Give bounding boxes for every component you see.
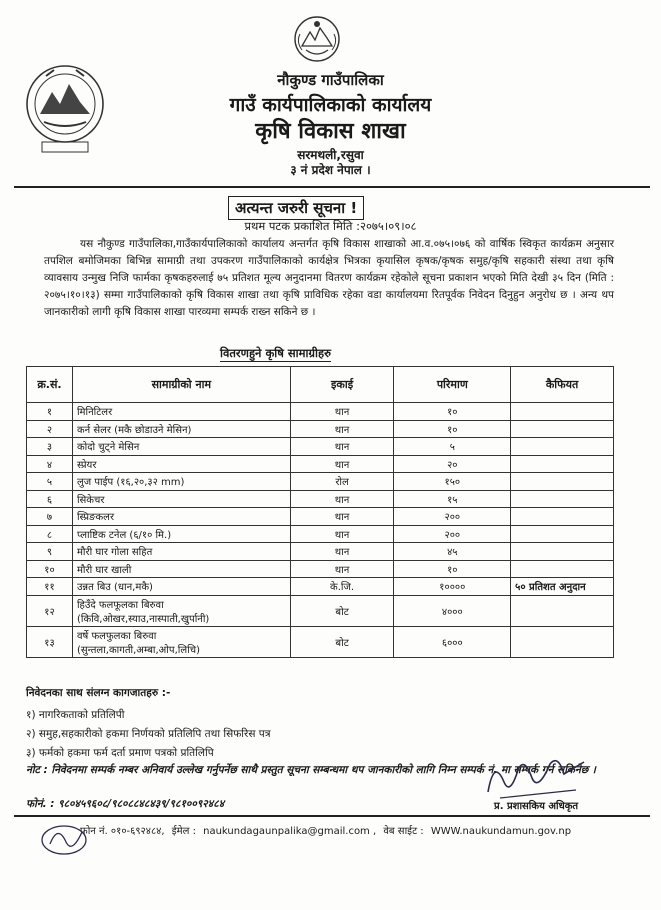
branch-name: कृषि विकास शाखा	[255, 119, 406, 144]
footer	[80, 823, 575, 837]
footer-phone: फोन नं. ०१०-६९२४८४,	[80, 826, 165, 837]
cell-serial: ५	[27, 473, 73, 491]
cell-remarks	[511, 508, 614, 526]
cell-serial: ४	[27, 455, 73, 473]
cell-remarks	[511, 438, 614, 456]
province-line: ३ नं प्रदेश नेपाल ।	[290, 163, 371, 177]
nepal-emblem-icon	[292, 14, 342, 64]
cell-unit: रोल	[290, 473, 394, 491]
cell-remarks	[511, 626, 614, 657]
cell-item-name: कोदो चुट्ने मेसिन	[72, 438, 290, 456]
attachment-item: ३) फर्मको हकमा फर्म दर्ता प्रमाण पत्रको प्रतिलिपि	[26, 747, 214, 759]
cell-remarks	[511, 543, 614, 561]
cell-quantity: १५०	[394, 473, 511, 491]
office-name: गाउँ कार्यपालिकाको कार्यालय	[229, 94, 432, 116]
notice-body: यस नौकुण्ड गाउँपालिका,गाउँकार्यपालिकाको कार्यालय अन्तर्गत कृषि विकास शाखाको आ.व.०७५।०७६ को वार्षिक स्विकृत कार्यक्रम अनुसार तपशिल बमोजिमका बिभिन्न सामाग्री तथा उपकरण गाउँपालिकाको कार्यक्षेत्र भित्रका कृयासिल कृषक/कृषक समुह/कृषि सहकारी संस्था तथा कृषि व्यावसाय उन्मुख निजि फार्मका कृषकहरुलाई ७५ प्रतिशत मूल्य अनुदानमा वितरण कार्यक्रम रहेकोले सूचना प्रकाशन भएको मिति देखी ३५ दिन (मिति : २०७५।१०।१३) सम्मा गाउँपालिकाको कृषि विकास शाखा तथा कृषि प्राविधिक रहेका वडा कार्यालयमा रितपूर्वक निवेदन दिनुहुन अनुरोध छ । अन्य थप जानकारीको लागी कृषि विकास शाखा पारव्यमा सम्पर्क राख्न सकिने छ ।	[44, 238, 614, 318]
cell-quantity: २००	[394, 508, 511, 526]
cell-item-name: प्लाष्टिक टनेल (६/१० मि.)	[72, 525, 290, 543]
cell-item-name: मिनिटिलर	[72, 403, 290, 421]
cell-quantity: १००००	[394, 578, 511, 596]
cell-remarks	[511, 420, 614, 438]
table-row	[27, 420, 614, 438]
cell-quantity: २००	[394, 525, 511, 543]
cell-unit: थान	[290, 525, 394, 543]
cell-remarks	[511, 490, 614, 508]
table-row	[27, 403, 614, 421]
table-row	[27, 578, 614, 596]
table-row	[27, 508, 614, 526]
cell-remarks	[511, 525, 614, 543]
attachments-heading: निवेदनका साथ संलग्न कागजातहरु :-	[26, 687, 171, 699]
cell-serial: ३	[27, 438, 73, 456]
cell-serial: १३	[27, 626, 73, 657]
cell-serial: २	[27, 420, 73, 438]
table-row	[27, 525, 614, 543]
cell-serial: ६	[27, 490, 73, 508]
cell-unit: थान	[290, 508, 394, 526]
cell-remarks	[511, 473, 614, 491]
cell-quantity: १०	[394, 403, 511, 421]
footer-email: naukundagaunpalika@gmail.com ,	[203, 826, 377, 837]
cell-unit: थान	[290, 420, 394, 438]
cell-item-name: सिकेचर	[72, 490, 290, 508]
cell-quantity: २०	[394, 455, 511, 473]
cell-item-name: उन्नत बिउ (धान,मकै)	[72, 578, 290, 596]
cell-unit: थान	[290, 560, 394, 578]
cell-quantity: १०	[394, 420, 511, 438]
item-name-detail: (किवि,ओखर,स्याउ,नास्पाती,खुर्पानी)	[76, 613, 210, 625]
col-unit: इकाई	[290, 367, 394, 403]
cell-serial: १	[27, 403, 73, 421]
cell-unit: बोट	[290, 595, 394, 626]
cell-quantity: ४०००	[394, 595, 511, 626]
cell-item-name: स्प्रेयर	[72, 455, 290, 473]
cell-item-name: लुज पाईप (१६,२०,३२ mm)	[72, 473, 290, 491]
table-row	[27, 626, 614, 657]
cell-remarks	[511, 403, 614, 421]
contact-phones: फोनं. : ९८०४५९६०८/९८०८८४८४३९/९८१००९२४८४	[26, 798, 225, 810]
table-row	[27, 490, 614, 508]
cell-remarks: ५० प्रतिशत अनुदान	[511, 578, 614, 596]
footer-email-label: ईमेल :	[171, 826, 196, 837]
cell-unit: थान	[290, 543, 394, 561]
office-location: सरमथली,रसुवा	[297, 148, 364, 162]
item-name-line: हिउँदे फलफूलका बिरुवा	[76, 599, 164, 611]
col-quantity: परिमाण	[394, 367, 511, 403]
cell-remarks	[511, 560, 614, 578]
table-row	[27, 595, 614, 626]
attachment-item: १) नागरिकताको प्रतिलिपी	[26, 709, 125, 721]
cell-quantity: १०	[394, 560, 511, 578]
cell-serial: ८	[27, 525, 73, 543]
cell-item-name: मौरी घार गोला सहित	[72, 543, 290, 561]
col-serial: क्र.सं.	[27, 367, 73, 403]
table-row	[27, 560, 614, 578]
cell-serial: १०	[27, 560, 73, 578]
cell-item-name: स्प्रिङकलर	[72, 508, 290, 526]
signatory-title: प्र. प्रशासकिय अधिकृत	[494, 801, 579, 812]
cell-serial: ९	[27, 543, 73, 561]
cell-serial: ७	[27, 508, 73, 526]
cell-quantity: १५	[394, 490, 511, 508]
items-table	[26, 366, 614, 658]
cell-unit: थान	[290, 455, 394, 473]
table-row	[27, 543, 614, 561]
first-published-date: प्रथम पटक प्रकाशित मिति :२०७५।०९।०८	[244, 219, 417, 233]
cell-unit: थान	[290, 438, 394, 456]
cell-item-name: कर्न सेलर (मकै छोडाउने मेसिन)	[72, 420, 290, 438]
table-title: वितरणहुने कृषि सामाग्रीहरु	[220, 346, 331, 360]
cell-quantity: ४५	[394, 543, 511, 561]
table-row	[27, 455, 614, 473]
col-item-name: सामाग्रीको नाम	[72, 367, 290, 403]
cell-unit: थान	[290, 490, 394, 508]
item-name-line: वर्षे फलफुलका बिरुवा	[76, 630, 157, 642]
cell-serial: १२	[27, 595, 73, 626]
municipality-name: नौकुण्ड गाउँपालिका	[277, 71, 384, 89]
attachment-item: २) समुह,सहकारीको हकमा निर्णयको प्रतिलिपि तथा सिफरिस पत्र	[26, 728, 271, 740]
cell-serial: ११	[27, 578, 73, 596]
cell-unit: के.जि.	[290, 578, 394, 596]
cell-remarks	[511, 595, 614, 626]
table-header-row	[27, 367, 614, 403]
footer-web-label: वेब साईट :	[383, 826, 424, 837]
item-name-detail: (सुन्तला,कागती,अम्बा,ओप,लिचि)	[76, 644, 200, 656]
cell-remarks	[511, 455, 614, 473]
cell-quantity: ६०००	[394, 626, 511, 657]
table-row	[27, 438, 614, 456]
cell-unit: थान	[290, 403, 394, 421]
header-divider	[14, 186, 650, 188]
cell-item-name	[72, 595, 290, 626]
footer-web: WWW.naukundamun.gov.np	[430, 826, 572, 837]
table-row	[27, 473, 614, 491]
notice-title: अत्यन्त जरुरी सूचना !	[228, 196, 364, 220]
municipality-logo-icon	[22, 56, 108, 156]
cell-item-name	[72, 626, 290, 657]
cell-unit: बोट	[290, 626, 394, 657]
cell-quantity: ५	[394, 438, 511, 456]
cell-item-name: मौरी घार खाली	[72, 560, 290, 578]
footer-divider	[14, 815, 650, 817]
col-remarks: कैफियत	[511, 367, 614, 403]
note-text: नोट : निवेदनमा सम्पर्क नम्बर अनिवार्य उल्लेख गर्नुपर्नेछ साथै प्रस्तुत सूचना सम्बन्धमा थप जानकारीको लागि निम्न सम्पर्क नं. मा सम्पर्क गर्न सकिनेछ ।	[26, 764, 596, 776]
